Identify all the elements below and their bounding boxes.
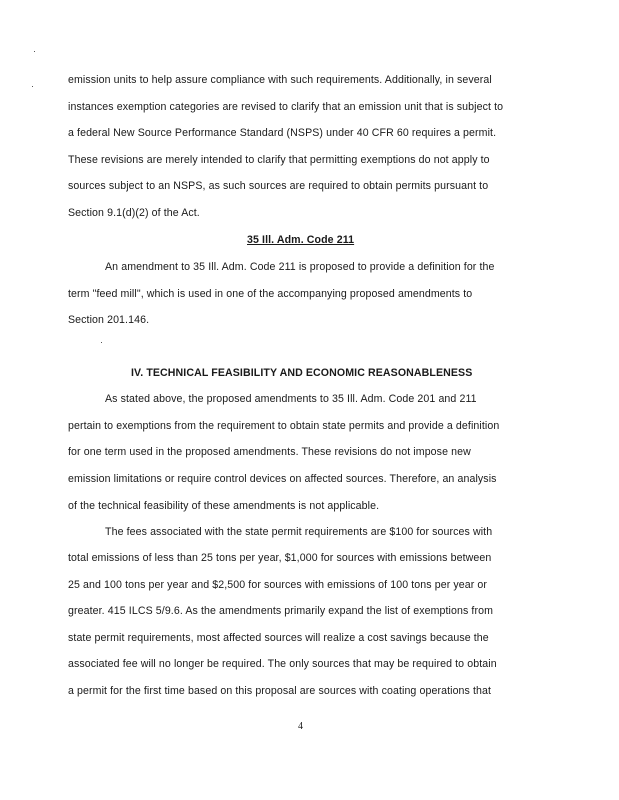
text-line: a federal New Source Performance Standard (NSPS) under 40 CFR 60 requires a permit. — [68, 127, 497, 139]
text-line: state permit requirements, most affected sources will realize a cost savings because the — [68, 632, 489, 644]
section-iv-heading: IV. TECHNICAL FEASIBILITY AND ECONOMIC REASONABLENESS — [131, 367, 473, 379]
scan-speck — [32, 86, 33, 87]
text-line: Section 9.1(d)(2) of the Act. — [68, 207, 200, 219]
text-line: The fees associated with the state permit requirements are $100 for sources with — [105, 526, 493, 538]
text-line: instances exemption categories are revised to clarify that an emission unit that is subject to — [68, 101, 504, 113]
text-line: These revisions are merely intended to clarify that permitting exemptions do not apply to — [68, 154, 490, 166]
text-line: a permit for the first time based on this proposal are sources with coating operations that — [68, 685, 492, 697]
text-line: emission limitations or require control devices on affected sources. Therefore, an analysis — [68, 473, 497, 485]
text-line: pertain to exemptions from the requirement to obtain state permits and provide a definition — [68, 420, 500, 432]
text-line: 25 and 100 tons per year and $2,500 for sources with emissions of 100 tons per year or — [68, 579, 488, 591]
section-211-heading: 35 Ill. Adm. Code 211 — [247, 234, 355, 246]
text-line: of the technical feasibility of these amendments is not applicable. — [68, 500, 380, 512]
text-line: As stated above, the proposed amendments to 35 Ill. Adm. Code 201 and 211 — [105, 393, 477, 405]
text-line: Section 201.146. — [68, 314, 150, 326]
page-number: 4 — [298, 721, 304, 732]
scan-speck — [34, 51, 35, 52]
text-line: for one term used in the proposed amendments. These revisions do not impose new — [68, 446, 471, 458]
scan-speck — [101, 342, 102, 343]
text-line: An amendment to 35 Ill. Adm. Code 211 is proposed to provide a definition for the — [105, 261, 495, 273]
text-line: term "feed mill", which is used in one of the accompanying proposed amendments to — [68, 288, 473, 300]
text-line: total emissions of less than 25 tons per year, $1,000 for sources with emissions between — [68, 552, 492, 564]
text-line: emission units to help assure compliance with such requirements. Additionally, in several — [68, 74, 492, 86]
text-line: greater. 415 ILCS 5/9.6. As the amendments primarily expand the list of exemptions from — [68, 605, 494, 617]
text-line: sources subject to an NSPS, as such sources are required to obtain permits pursuant to — [68, 180, 489, 192]
text-line: associated fee will no longer be required. The only sources that may be required to obtain — [68, 658, 497, 670]
